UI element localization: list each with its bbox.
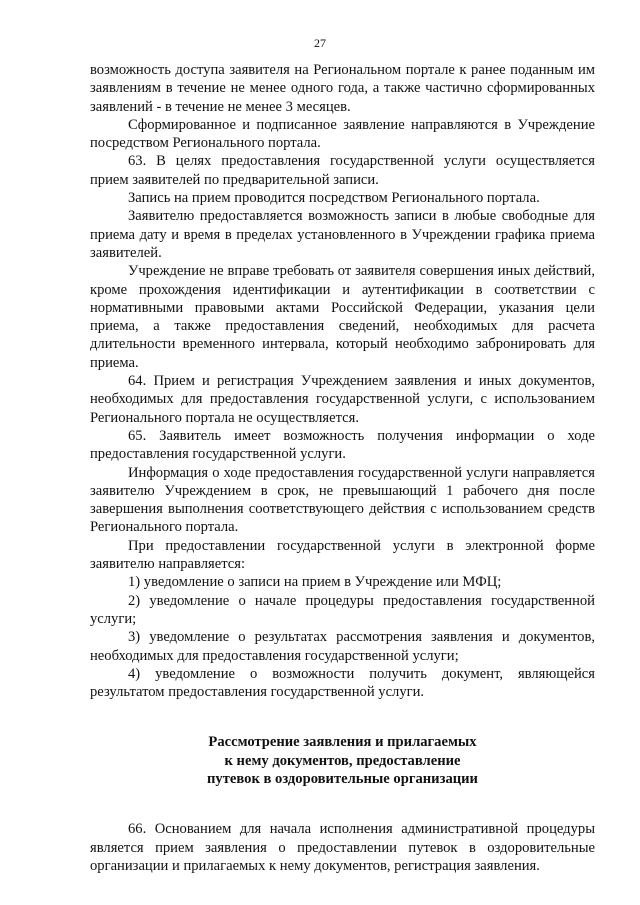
paragraphs-after-heading: [90, 820, 595, 875]
page-number: 27: [314, 36, 326, 50]
paragraph: Запись на прием проводится посредством Регионального портала.: [128, 190, 540, 207]
paragraph: Учреждение не вправе требовать от заявителя совершения иных действий, кроме прохождения идентификации и аутентификации в соответствии с нормативными правовыми актами Российской Федерации, указания цели приема, а также предоставления сведений, необходимых для расчета длительности временного интервала, который необходимо забронировать для приема.: [90, 263, 595, 371]
paragraphs-before-heading: [90, 61, 595, 701]
paragraph: 66. Основанием для начала исполнения административной процедуры является прием заявления о предоставлении путевок в оздоровительные организации и прилагаемых к нему документов, регистрация заявления.: [90, 821, 595, 874]
paragraph: Заявителю предоставляется возможность записи в любые свободные для приема дату и время в пределах установленного в Учреждении графика приема заявителей.: [90, 208, 595, 261]
paragraph: 1) уведомление о записи на прием в Учреждение или МФЦ;: [128, 574, 502, 591]
paragraph: Информация о ходе предоставления государственной услуги направляется заявителю Учреждением в срок, не превышающий 1 рабочего дня после завершения выполнения соответствующего действия с использованием средств Регионального портала.: [90, 464, 595, 536]
paragraph: 3) уведомление о результатах рассмотрения заявления и документов, необходимых для предоставления государственной услуги;: [90, 629, 595, 664]
paragraph: 4) уведомление о возможности получить документ, являющейся результатом предоставления государственной услуги.: [90, 665, 595, 701]
section-heading-line-1: Рассмотрение заявления и прилагаемых: [208, 734, 477, 751]
paragraph: 65. Заявитель имеет возможность получения информации о ходе предоставления государственной услуги.: [90, 427, 595, 463]
paragraph: 2) уведомление о начале процедуры предоставления государственной услуги;: [90, 592, 595, 627]
paragraph: При предоставлении государственной услуги в электронной форме заявителю направляется:: [90, 537, 595, 573]
section-heading-line-3: путевок в оздоровительные организации: [207, 770, 478, 787]
paragraph: возможность доступа заявителя на Региональном портале к ранее поданным им заявлениям в течение не менее одного года, а также частично сформированных заявлений - в течение не менее 3 месяцев.: [90, 62, 595, 115]
paragraph: Сформированное и подписанное заявление направляются в Учреждение посредством Регионального портала.: [90, 116, 595, 152]
page-content: [90, 61, 595, 875]
section-heading-line-2: к нему документов, предоставление: [224, 752, 461, 769]
section-heading: [90, 733, 595, 788]
paragraph: 64. Прием и регистрация Учреждением заявления и иных документов, необходимых для предоставления государственной услуги, с использованием Регионального портала не осуществляется.: [90, 373, 595, 426]
paragraph: 63. В целях предоставления государственной услуги осуществляется прием заявителей по предварительной записи.: [90, 153, 595, 188]
